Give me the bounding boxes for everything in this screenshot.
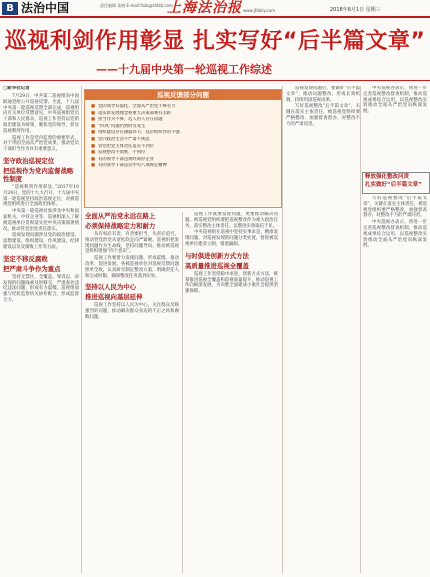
bullet-icon: ■ [91, 110, 96, 116]
list-item: ■ 有的领导干部违反中央八项规定精神 [91, 163, 167, 169]
bullet-icon: ■ [91, 143, 96, 149]
bullet-icon: ■ [91, 150, 96, 156]
section-heading: 坚定不移反腐败 [3, 254, 48, 263]
paragraph: 巡视工作既要发现问题，更要推动解决问题。被巡视党组织要把巡视整改作为重大政治任务，落实整改主体责任，以整改实效取信于民。 [185, 212, 278, 229]
bullet-icon: ■ [91, 104, 96, 109]
paragraph: 巡视发现问题涉及党的政治建设、思想建设、组织建设、作风建设、纪律建设以及反腐败工作等方面。 [3, 233, 79, 250]
paragraph: 写好巡视整改“后半篇文章”，关键在落实主体责任，被巡视党组织要严格整改，加强督查督办，对整改不力的严肃问责。 [363, 196, 427, 219]
list-item: ■ “四风”问题仍然时有发生 [91, 123, 146, 129]
list-item: ■ 党内政治生活不严肃不规范 [91, 136, 150, 142]
list-item: ■ 管党治党主体责任落实不到位 [91, 143, 154, 149]
headline: 巡视利剑作用彰显 扎实写好“后半篇文章” [4, 29, 426, 54]
newspaper-name: 上海法治报 [167, 0, 242, 16]
section-heading: 高质量推进巡视全覆盖 [185, 261, 249, 270]
section-heading: 坚守政治巡视定位 [3, 156, 55, 165]
byline: □新华社记者 [3, 86, 30, 91]
list-item: ■ 担当作为不够，选人用人存在问题 [91, 117, 163, 123]
list-item: ■ 组织建设存在薄弱环节，基层组织作用不强 [91, 130, 180, 136]
bullet-icon: ■ [91, 136, 96, 142]
editor-info: 责任编辑 张晓 E-mail:fzzk@shfzb.com [100, 3, 173, 8]
section-heading: 坚持以人民为中心 [85, 283, 137, 292]
paragraph: 巡视工作要着力发现问题、形成震慑、推动改革、促进发展。各被巡视单位对巡视反馈问题照单全收，认真研究制定整改方案，明确责任人和完成时限，确保整改任务落到实处。 [85, 256, 179, 279]
section-heading: 把严肃斗争作为重点 [3, 264, 61, 273]
issue-date: 2018年8月1日 星期三 [330, 7, 381, 13]
paragraph: 巡视发现问题后，要做好“后半篇文章”，推动问题整改，形成长效机制，持续巩固巡视成果。 [286, 86, 360, 103]
lead-paragraph: 7月29日，中共第二巡视组向中国联通党组公开巡视反馈。至此，十九届中央第一轮巡视反馈全部完成，巡视组向有关单位反馈意见，中央巡视组党员干部和人民群众，巡视工作坚持以党的政治建设为统领，聚焦党的领导，彰显巡视利剑作用。 [3, 94, 79, 134]
paragraph: 中央巡视办表示，将进一步完善巡视整改督查机制，推动巡视成果综合运用，以巡视整改实效推动全面从严治党向纵深发展。 [363, 86, 427, 115]
bullet-icon: ■ [91, 163, 96, 169]
sidebar-box [84, 89, 282, 208]
paragraph: 从有权必有责，有责要担当，失责必追究，推动管党治党从宽松软走向严紧硬。巡视组把发现问题作为生命线，坚持问题导向，推动被巡视党组织增强“四个意识”。 [85, 232, 179, 255]
article-column-5 [363, 196, 427, 573]
list-item: ■ 落实新发展理念和重大决策部署有差距 [91, 110, 172, 116]
article-column-3 [185, 212, 278, 573]
section-title: 法治中国 [21, 1, 70, 15]
column-divider [282, 86, 283, 573]
section-heading: 必须保持战略定力和耐力 [85, 222, 156, 230]
paragraph: 中央第一轮巡视对象涉及中央和国家机关、中管企业等，巡视组深入了解被巡视单位贯彻落实党中央决策部署情况，推动管党治党责任落实。 [3, 209, 79, 232]
subsection-box [362, 172, 430, 194]
list-item: ■ 巡视整改不彻底、不到位 [91, 150, 146, 156]
paragraph: 中央巡视组在巡视中坚持实事求是，精准发现问题，对巡视发现的问题分类处置，督促被巡视单位建章立制，堵塞漏洞。 [185, 230, 278, 247]
newspaper-url: www.jfdaily.com [243, 8, 276, 13]
article-column-4 [286, 86, 360, 573]
subheadline: ——十九届中央第一轮巡视工作综述 [96, 63, 272, 76]
column-divider [81, 86, 82, 573]
headline-rule [0, 80, 430, 81]
subsection-heading: 扎实做好“后半篇文章” [365, 182, 422, 188]
sidebar-title: 巡视反馈部分问题 [85, 90, 281, 100]
section-heading: 推进巡视向基层延伸 [85, 293, 143, 302]
bullet-icon: ■ [91, 130, 96, 136]
article-column-1 [3, 86, 79, 573]
paragraph: 中央巡视办表示，将进一步完善巡视整改督查机制，推动巡视成果综合运用，以巡视整改实效推动全面从严治党向纵深发展。 [363, 220, 427, 249]
paragraph: 巡视工作是党内监督的重要形式，对于巩固全面从严治党成果，推动党员干部担当作为具有重要意义。 [3, 135, 79, 153]
section-heading: 与时俱进创新方式方法 [185, 251, 249, 260]
column-divider [360, 86, 361, 573]
bullet-icon: ■ [91, 156, 96, 162]
bullet-icon: ■ [91, 117, 96, 123]
paragraph: 写好巡视整改“后半篇文章”，关键在落实主体责任，被巡视党组织要严格整改，加强督查督办，对整改不力的严肃问责。 [286, 104, 360, 127]
subsection-heading: 释放强化整改问责 [365, 174, 410, 180]
section-logo: B [2, 2, 18, 15]
paragraph: 坚持无禁区、全覆盖、零容忍，对发现的问题线索及时移交，严肃查处违纪违法问题，形成有力震慑。巡视组加强与纪检监察机关协作配合，形成监督合力。 [3, 274, 79, 303]
paragraph: 巡视工作坚持以人民为中心，关注群众反映强烈的问题，推动解决群众身边的不正之风和腐败问题。 [85, 303, 179, 320]
column-divider [182, 212, 183, 573]
paragraph: 巡视工作坚持稳中求进，创新方式方法，统筹推进巡视全覆盖和巡视质量提升，推动巡视工作向纵深发展，为决胜全面建成小康社会提供坚强保障。 [185, 271, 278, 295]
masthead-rule [0, 16, 430, 18]
section-heading: 把巡视作为党内监督战略性制度 [3, 166, 74, 183]
article-column-2 [85, 212, 179, 573]
list-item: ■ 党的领导有弱化、全面从严治党不够有力 [91, 104, 176, 109]
sidebar-list [85, 104, 281, 170]
paragraph: “巡视利剑作用彰显。”2017年10月24日，党的十九大召开。十九届中央第一轮巡视坚持政治巡视定位，对被巡视党组织进行全面政治体检。 [3, 184, 79, 208]
section-heading: 全面从严治党永远在路上 [85, 212, 156, 220]
list-item: ■ 有的领导干部违规经商办企业 [91, 156, 154, 162]
bullet-icon: ■ [91, 123, 96, 129]
